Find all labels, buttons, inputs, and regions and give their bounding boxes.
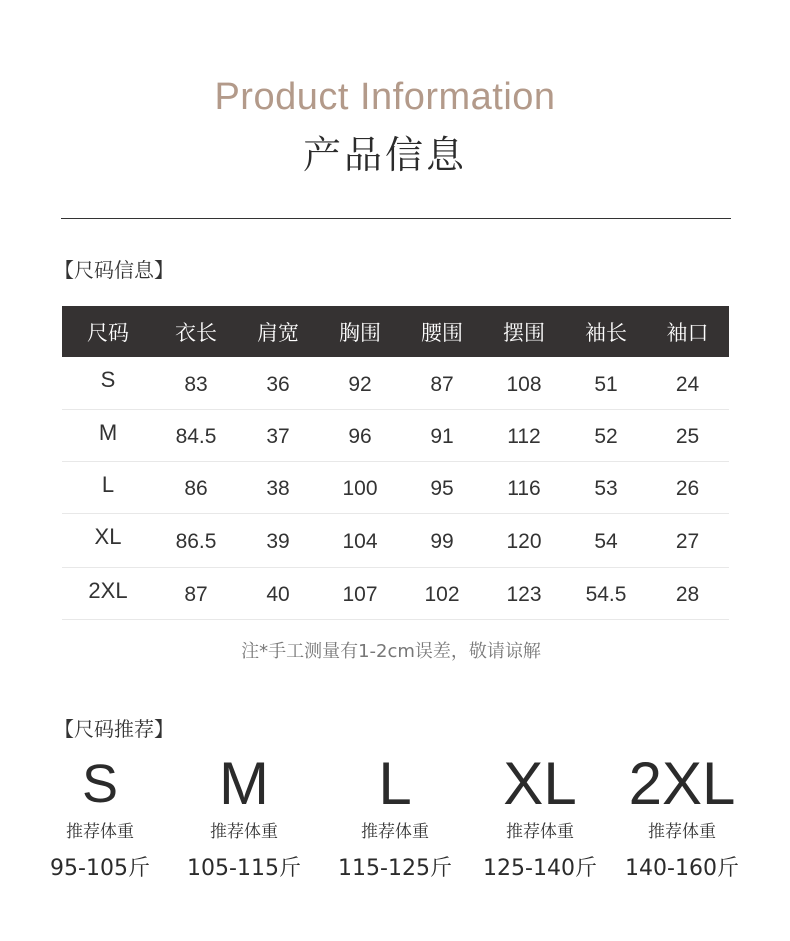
cell-hem: 108 (482, 357, 566, 409)
recommend-size: M (219, 750, 269, 817)
measurement-note: 注*手工测量有1-2cm误差，敬请谅解 (241, 641, 541, 662)
cell-sleeve-length: 54.5 (566, 567, 646, 619)
recommend-weight-range: 115-125斤 (338, 856, 452, 881)
recommend-weight-range: 140-160斤 (625, 856, 739, 881)
table-row (62, 567, 729, 619)
cell-size: S (62, 357, 154, 409)
recommend-weight-label: 推荐体重 (210, 822, 278, 842)
column-header-hem: 摆围 (482, 306, 566, 357)
recommend-weight-range: 125-140斤 (483, 856, 597, 881)
cell-waist: 99 (402, 513, 482, 567)
recommend-weight-label: 推荐体重 (648, 822, 716, 842)
size-table-header (62, 306, 729, 357)
cell-cuff: 27 (646, 513, 729, 567)
header-divider (61, 218, 731, 219)
cell-shoulder: 40 (238, 567, 318, 619)
cell-hem: 120 (482, 513, 566, 567)
title-chinese: 产品信息 (302, 133, 467, 177)
cell-sleeve-length: 54 (566, 513, 646, 567)
cell-size: XL (62, 513, 154, 567)
cell-hem: 116 (482, 461, 566, 513)
cell-length: 87 (154, 567, 238, 619)
recommend-item-s (25, 752, 175, 882)
size-info-section-title: 【尺码信息】 (54, 258, 174, 282)
recommend-item-l (320, 752, 470, 882)
cell-chest: 96 (318, 409, 402, 461)
cell-shoulder: 37 (238, 409, 318, 461)
cell-cuff: 24 (646, 357, 729, 409)
column-header-sleeve-length: 袖长 (566, 306, 646, 357)
column-header-shoulder: 肩宽 (238, 306, 318, 357)
table-row (62, 513, 729, 567)
recommend-weight-range: 95-105斤 (50, 856, 150, 881)
size-recommend-section-title: 【尺码推荐】 (54, 717, 174, 741)
cell-sleeve-length: 51 (566, 357, 646, 409)
recommend-weight-range: 105-115斤 (187, 856, 301, 881)
recommend-item-xl (465, 752, 615, 882)
column-header-size: 尺码 (62, 306, 154, 357)
recommend-item-m (169, 752, 319, 882)
cell-waist: 102 (402, 567, 482, 619)
table-row (62, 409, 729, 461)
recommend-weight-label: 推荐体重 (361, 822, 429, 842)
size-recommend-grid (0, 752, 790, 892)
cell-length: 86 (154, 461, 238, 513)
cell-shoulder: 38 (238, 461, 318, 513)
cell-chest: 92 (318, 357, 402, 409)
cell-sleeve-length: 52 (566, 409, 646, 461)
cell-length: 84.5 (154, 409, 238, 461)
recommend-weight-label: 推荐体重 (506, 822, 574, 842)
recommend-item-2xl (607, 752, 757, 882)
cell-size: M (62, 409, 154, 461)
cell-cuff: 28 (646, 567, 729, 619)
cell-shoulder: 36 (238, 357, 318, 409)
recommend-weight-label: 推荐体重 (66, 822, 134, 842)
cell-shoulder: 39 (238, 513, 318, 567)
recommend-size: XL (503, 750, 577, 817)
cell-waist: 91 (402, 409, 482, 461)
cell-cuff: 26 (646, 461, 729, 513)
size-table-header-row (62, 306, 729, 357)
cell-hem: 123 (482, 567, 566, 619)
cell-chest: 104 (318, 513, 402, 567)
column-header-cuff: 袖口 (646, 306, 729, 357)
table-row (62, 357, 729, 409)
column-header-chest: 胸围 (318, 306, 402, 357)
column-header-length: 衣长 (154, 306, 238, 357)
cell-waist: 87 (402, 357, 482, 409)
cell-size: 2XL (62, 567, 154, 619)
cell-length: 83 (154, 357, 238, 409)
cell-cuff: 25 (646, 409, 729, 461)
table-row (62, 461, 729, 513)
cell-hem: 112 (482, 409, 566, 461)
column-header-waist: 腰围 (402, 306, 482, 357)
cell-waist: 95 (402, 461, 482, 513)
recommend-size: 2XL (628, 750, 736, 817)
cell-sleeve-length: 53 (566, 461, 646, 513)
recommend-size: L (378, 750, 412, 817)
title-english: Product Information (214, 76, 556, 118)
size-table-body (62, 357, 729, 619)
cell-length: 86.5 (154, 513, 238, 567)
cell-chest: 100 (318, 461, 402, 513)
size-table (62, 306, 729, 620)
cell-size: L (62, 461, 154, 513)
recommend-size: S (81, 754, 119, 814)
cell-chest: 107 (318, 567, 402, 619)
